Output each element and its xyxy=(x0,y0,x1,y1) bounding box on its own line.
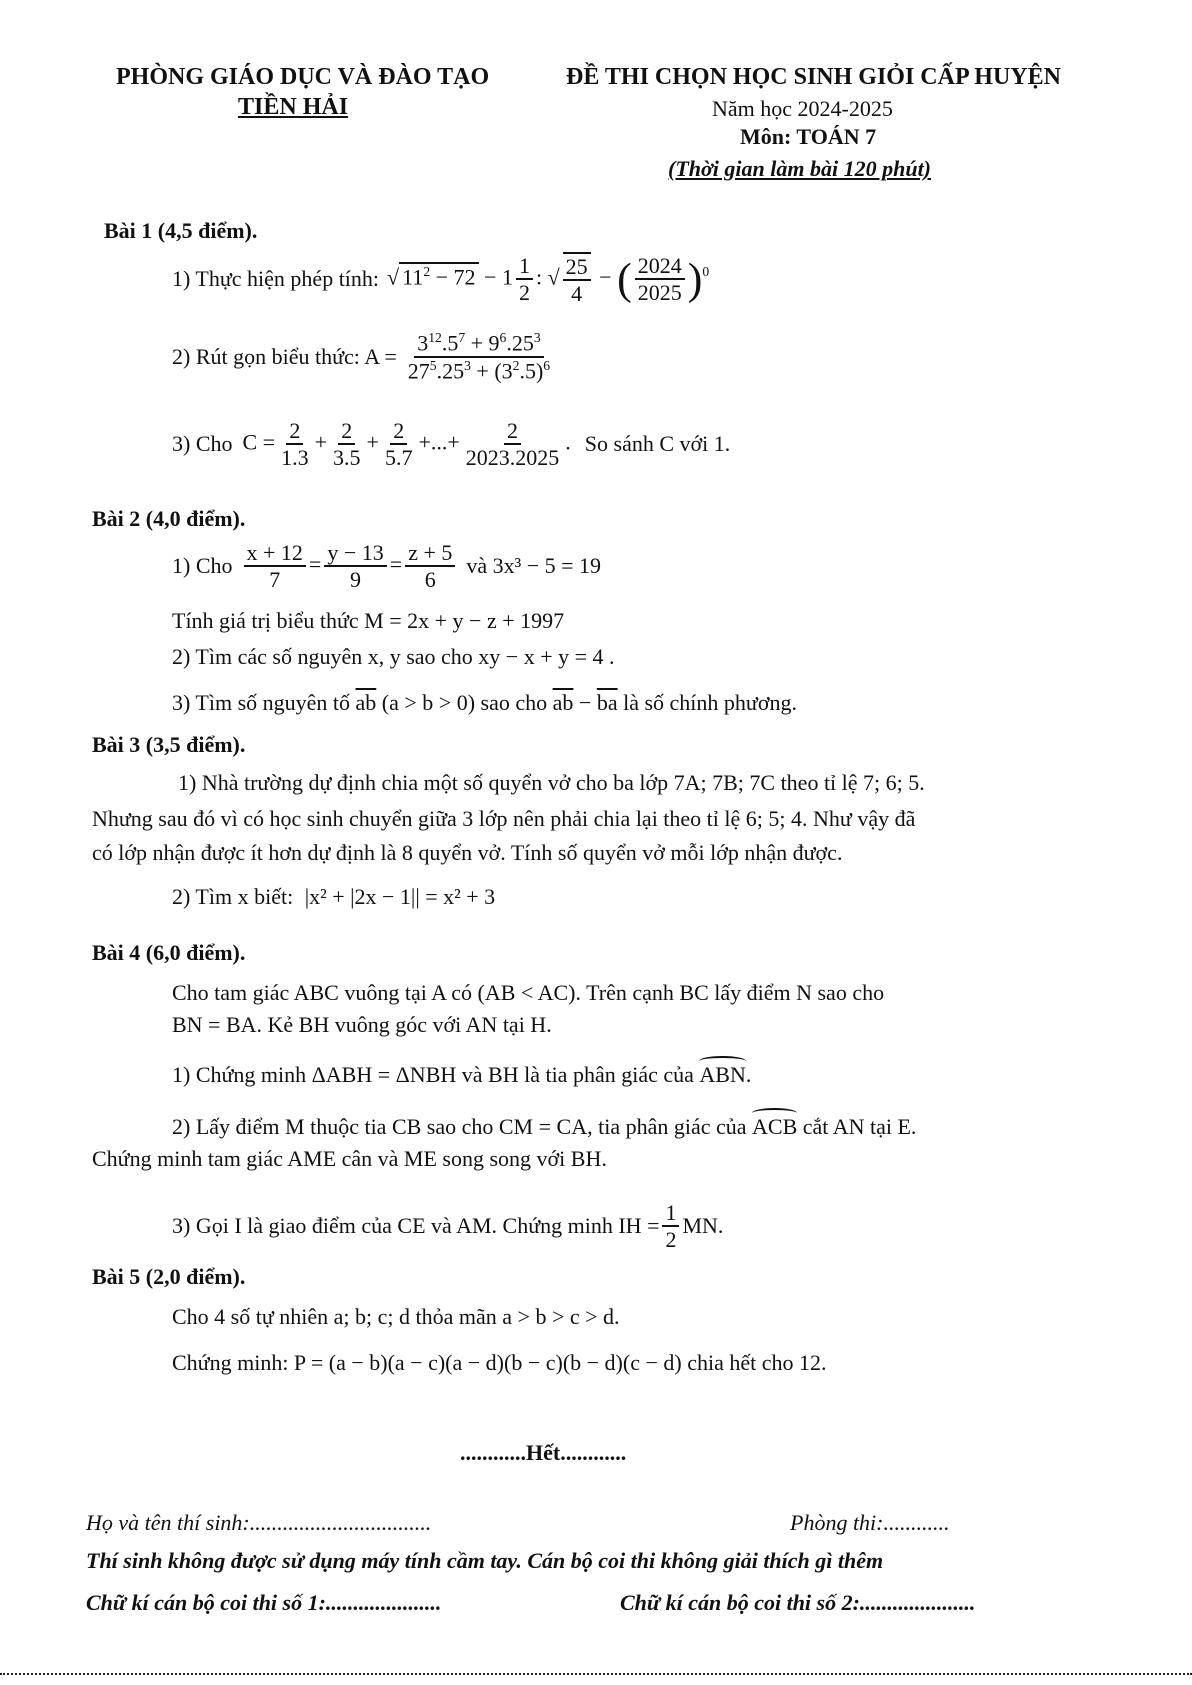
bai4-q2-angle: ACB xyxy=(752,1114,798,1139)
bai2-q1-and: và 3x³ − 5 = 19 xyxy=(466,553,602,579)
bai3-q2-expr: |x² + |2x − 1|| = x² + 3 xyxy=(304,884,496,909)
bai3-q2-label: 2) Tìm x biết: xyxy=(172,884,294,909)
bai4-q1-a: 1) Chứng minh ΔABH = ΔNBH và BH là tia phân giác của xyxy=(172,1062,694,1087)
bai1-q1-expr: √ $11^2 - 72 - 1$ $\frac{1}{2}$ : √ $\frac{25}{4}$ − ( $\frac{2024}{2025}$ )$^0$ xyxy=(387,253,710,307)
bai3-q1-line1: 1) Nhà trường dự định chia một số quyển vở cho ba lớp 7A; 7B; 7C theo tỉ lệ 7; 6; 5. xyxy=(178,770,925,795)
bai4-title: Bài 4 (6,0 điểm). xyxy=(92,940,246,965)
footer-room-label: Phòng thi:............ xyxy=(790,1510,950,1535)
bai1-q3 xyxy=(172,418,730,471)
bai3-title: Bài 3 (3,5 điểm). xyxy=(92,732,246,757)
footer-sig1: Chữ kí cán bộ coi thi số 1:..................... xyxy=(86,1590,442,1615)
bai4-q3-half: $\frac{1}{2}$ xyxy=(662,1200,679,1253)
bai1-title: Bài 1 (4,5 điểm). xyxy=(104,218,258,243)
bai4-q3-a: 3) Gọi I là giao điểm của CE và AM. Chứng minh IH = xyxy=(172,1213,660,1239)
bai3-q2 xyxy=(172,884,495,910)
bai4-q2-a: 2) Lấy điểm M thuộc tia CB sao cho CM = CA, tia phân giác của xyxy=(172,1114,747,1139)
bai4-q3-b: MN. xyxy=(682,1213,724,1239)
bai2-q1-line2: Tính giá trị biểu thức M = 2x + y − z + 1997 xyxy=(172,608,565,633)
bai2-q3-c: là số chính phương. xyxy=(623,690,797,715)
bai4-q1-angle: ABN xyxy=(699,1062,746,1087)
bai1-q3-label: 3) Cho xyxy=(172,431,233,457)
dept-line1: PHÒNG GIÁO DỤC VÀ ĐÀO TẠO xyxy=(116,64,490,90)
end-mark: ............Hết............ xyxy=(460,1440,627,1465)
dept-line2: TIỀN HẢI xyxy=(238,94,349,120)
bai2-q3-b: (a > b > 0) sao cho xyxy=(381,690,548,715)
bai2-q1 xyxy=(172,540,601,593)
bai1-q1 xyxy=(172,252,709,307)
bai2-q3-ab-minus-ba: $\overline{ab}$ xyxy=(552,690,574,715)
bai4-intro-line2: BN = BA. Kẻ BH vuông góc với AN tại H. xyxy=(172,1012,552,1037)
bai4-intro-line1: Cho tam giác ABC vuông tại A có (AB < AC). Trên cạnh BC lấy điểm N sao cho xyxy=(172,980,885,1005)
bai2-q1-label: 1) Cho xyxy=(172,553,233,579)
bai5-line2: Chứng minh: P = (a − b)(a − c)(a − d)(b − c)(b − d)(c − d) chia hết cho 12. xyxy=(172,1350,827,1375)
bai4-q3 xyxy=(172,1200,723,1253)
bai4-q2-line2: Chứng minh tam giác AME cân và ME song song với BH. xyxy=(92,1146,607,1171)
bai1-q2 xyxy=(172,330,556,383)
bai3-q1-line3: có lớp nhận được ít hơn dự định là 8 quyển vở. Tính số quyển vở mỗi lớp nhận được. xyxy=(92,840,843,865)
bai4-q2-b: cắt AN tại E. xyxy=(802,1114,917,1139)
footer-name-label: Họ và tên thí sinh:................................. xyxy=(86,1510,432,1535)
bai2-q3-ba: $\overline{ba}$ xyxy=(596,690,618,715)
bai1-q3-expr: C = $\frac{2}{1.3}$ + $\frac{2}{3.5}$ + $\frac{2}{5.7}$ +...+ $\frac{2}{2023.2025}$ . xyxy=(242,418,571,471)
bai2-q3: 3) Tìm số nguyên tố $\overline{ab}$ (a > b > 0) sao cho $\overline{ab} - \overline{ba}$ là số chính phương. xyxy=(172,690,797,715)
bai1-q2-fraction: $\frac{3^{12}.5^7 + 9^6.25^3}{27^5.25^3 + (3^2.5)^6}$ xyxy=(407,330,551,383)
bai4-q2 xyxy=(172,1114,916,1140)
bai1-q2-label: 2) Rút gọn biểu thức: A = xyxy=(172,343,397,369)
bai5-line1: Cho 4 số tự nhiên a; b; c; d thỏa mãn a > b > c > d. xyxy=(172,1304,620,1329)
bai2-q3-ab: $\overline{ab}$ xyxy=(355,690,377,715)
bai4-q1: 1) Chứng minh ΔABH = ΔNBH và BH là tia phân giác của ABN. xyxy=(172,1062,752,1087)
school-year: Năm học 2024-2025 xyxy=(712,96,893,121)
footer-note: Thí sinh không được sử dụng máy tính cầm tay. Cán bộ coi thi không giải thích gì thêm xyxy=(86,1548,884,1573)
bai3-q1-line2: Nhưng sau đó vì có học sinh chuyển giữa 3 lớp nên phải chia lại theo tỉ lệ 6; 5; 4. Như vậy đã xyxy=(92,806,916,831)
duration: (Thời gian làm bài 120 phút) xyxy=(668,156,932,181)
page-bottom-border xyxy=(0,1673,1192,1677)
bai2-q3-a: 3) Tìm số nguyên tố xyxy=(172,690,351,715)
bai5-title: Bài 5 (2,0 điểm). xyxy=(92,1264,246,1289)
exam-title: ĐỀ THI CHỌN HỌC SINH GIỎI CẤP HUYỆN xyxy=(566,64,1061,90)
bai2-title: Bài 2 (4,0 điểm). xyxy=(92,506,246,531)
bai2-q2: 2) Tìm các số nguyên x, y sao cho xy − x + y = 4 . xyxy=(172,644,615,669)
bai1-q3-tail: So sánh C với 1. xyxy=(584,431,731,457)
subject: Môn: TOÁN 7 xyxy=(740,124,877,149)
footer-sig2: Chữ kí cán bộ coi thi số 2:..................... xyxy=(620,1590,976,1615)
bai1-q1-label: 1) Thực hiện phép tính: xyxy=(172,266,380,292)
bai2-q1-expr: $\frac{x + 12}{7}$ = $\frac{y - 13}{9}$ = $\frac{z + 5}{6}$ xyxy=(241,540,459,593)
